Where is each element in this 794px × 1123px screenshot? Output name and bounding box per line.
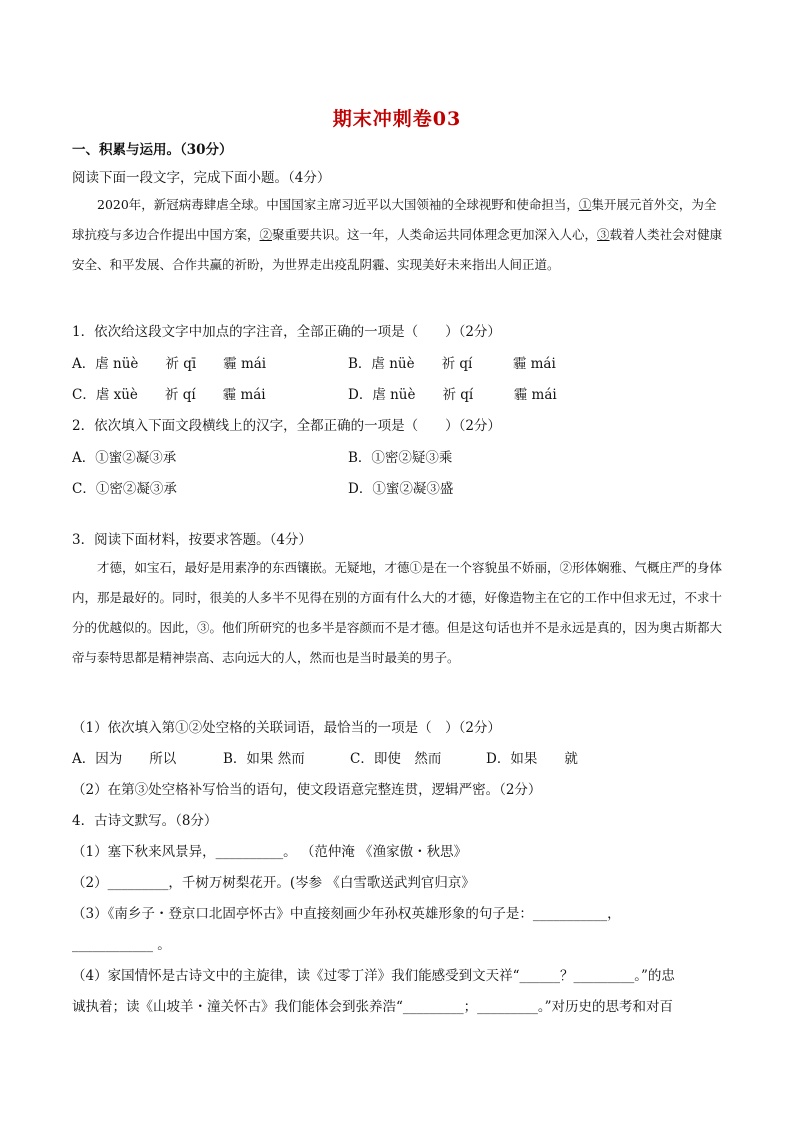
passage-1-text-d: 载着人类社会对健康安全、和平发展、合作共赢的祈盼，为世界走出疫乱阴霾、实现美好未来指出人间正道。 [72,227,723,272]
q1-option-d: D．虐 nüè 祈 qí 霾 mái [348,387,557,403]
q2-option-d: D．①蜜②凝③盛 [348,481,454,497]
question-1-stem: 1．依次给这段文字中加点的字注音，全部正确的一项是（ ）（2分） [72,324,501,340]
q3-subquestion-1: （1）依次填入第①②处空格的关联词语，最恰当的一项是（ ）（2分） [72,720,501,736]
reading-instruction: 阅读下面一段文字，完成下面小题。（4分） [72,170,331,186]
question-3-stem: 3．阅读下面材料，按要求答题。（4分） [72,532,312,548]
blank-3: ③ [597,227,610,242]
q4-item-3-line-2: ____________ 。 [72,937,171,953]
q3-option-b: B．如果 然而 [223,751,305,767]
passage-1 [72,190,724,280]
q2-option-b: B．①密②疑③乘 [348,450,453,466]
blank-1: ① [578,197,592,212]
q3-option-c: C．即使 然而 [350,751,442,767]
q4-item-1: （1）塞下秋来风景异，__________。 （范仲淹 《渔家傲・秋思》 [72,844,468,860]
q3-subquestion-2: （2）在第③处空格补写恰当的语句，使文段语意完整连贯，逻辑严密。（2分） [72,782,542,798]
q1-option-b: B．虐 nüè 祈 qí 霾 mái [348,356,556,372]
q4-item-2: （2）_________，千树万树梨花开。(岑参 《白雪歌送武判官归京》 [72,875,475,891]
q4-item-4-line-2: 诚执着；读《山坡羊・潼关怀古》我们能体会到张养浩“_________；_________。”对历史的思考和对百 [72,999,674,1015]
passage-1-text-a: 2020年，新冠病毒肆虐全球。中国国家主席习近平以大国领袖的全球视野和使命担当， [97,197,579,212]
passage-2-text: 才德，如宝石，最好是用素净的东西镶嵌。无疑地，才德①是在一个容貌虽不娇丽，②形体娴雅、气概庄严的身体内，那是最好的。同时，很美的人多半不见得在别的方面有什么大的才德，好像造物主在它的工作中但求无过，不求十分的优越似的。因此，③。他们所研究的也多半是容颜而不是才德。但是这句话也并不是永远是真的，因为奥古斯都大帝与泰特思都是精神崇高、志向远大的人，然而也是当时最美的男子。 [72,560,723,665]
q4-item-4-line-1: （4）家国情怀是古诗文中的主旋律，读《过零丁洋》我们能感受到文天祥“______？_________。”的忠 [72,968,675,984]
page-title: 期末冲刺卷03 [332,108,462,130]
q4-item-3-line-1: （3）《南乡子・登京口北固亭怀古》中直接刻画少年孙权英雄形象的句子是：___________， [72,906,621,922]
q3-option-d: D．如果 就 [486,751,578,767]
q1-option-c: C．虐 xüè 祈 qí 霾 mái [72,387,266,403]
question-4-stem: 4．古诗文默写。（8分） [72,813,218,829]
q1-option-a: A．虐 nüè 祈 qī 霾 mái [72,356,267,372]
q2-option-a: A．①蜜②凝③承 [72,450,177,466]
passage-1-text-c: 聚重要共识。这一年，人类命运共同体理念更加深入人心， [272,227,598,242]
q2-option-c: C．①密②凝③承 [72,481,177,497]
passage-1-text-b: 集开展元首外交，为全球抗疫与多边合作提出中国方案， [72,197,717,242]
q3-option-a: A．因为 所以 [72,751,177,767]
passage-2 [72,553,724,673]
question-2-stem: 2．依次填入下面文段横线上的汉字，全都正确的一项是（ ）（2分） [72,418,501,434]
blank-2: ② [259,227,273,242]
section-heading: 一、积累与运用。（30分） [72,142,233,158]
